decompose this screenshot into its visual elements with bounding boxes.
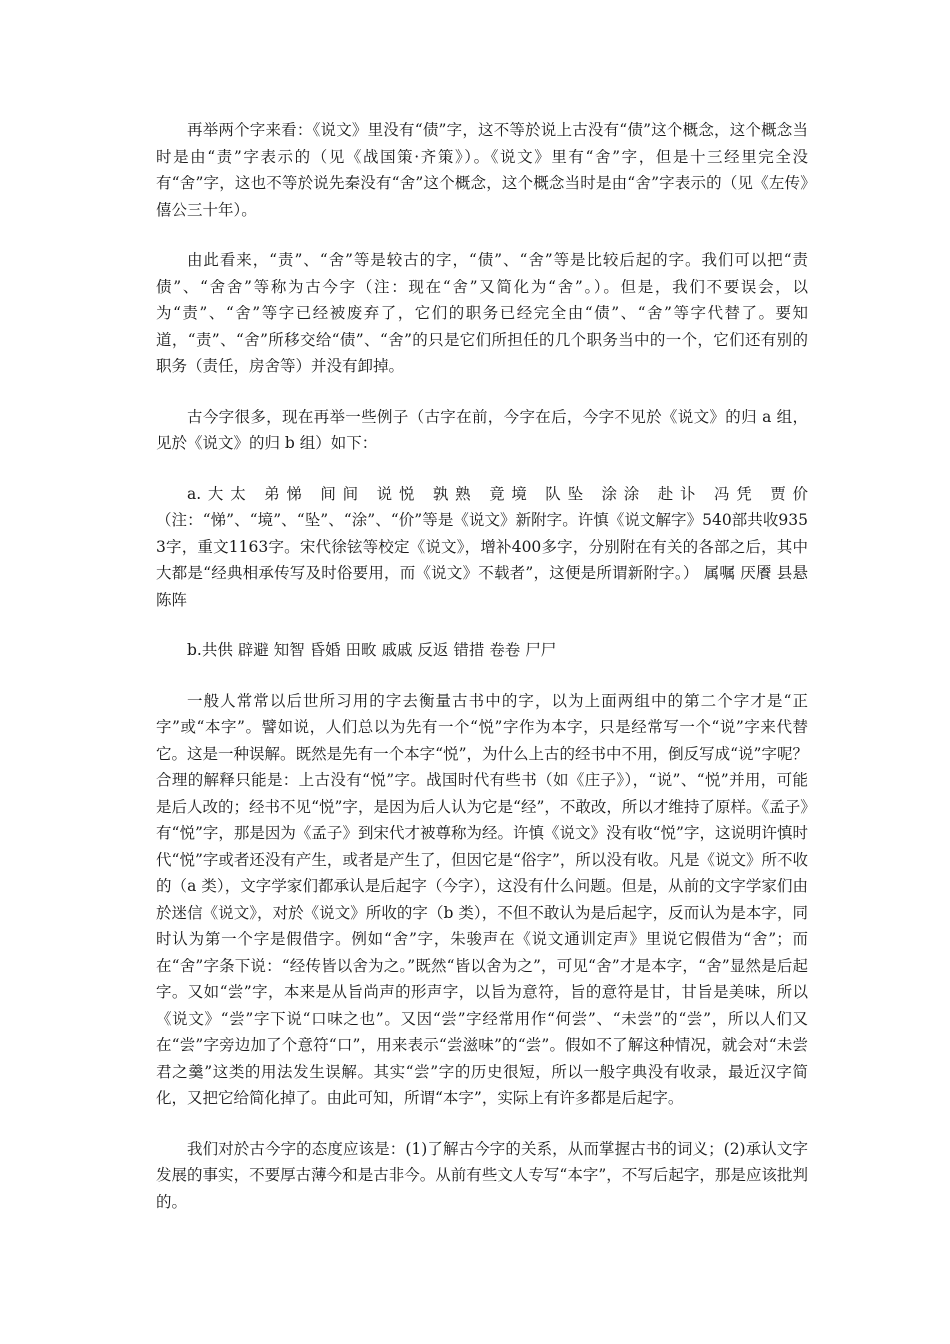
- paragraph-6: 一般人常常以后世所习用的字去衡量古书中的字，以为上面两组中的第二个字才是“正字”或“本字”。譬如说，人们总以为先有一个“悦”字作为本字，只是经常写一个“说”字来代替它。这是一种误解。既然是先有一个本字“悦”，为什么上古的经书中不用，倒反写成“说”字呢？合理的解释只能是：上古没有“悦”字。战国时代有些书（如《庄子》），“说”、“悦”并用，可能是后人改的；经书不见“悦”字，是因为后人认为它是“经”，不敢改，所以才维持了原样。《孟子》有“悦”字，那是因为《孟子》到宋代才被尊称为经。许慎《说文》没有收“悦”字，这说明许慎时代“悦”字或者还没有产生，或者是产生了，但因它是“俗字”，所以没有收。凡是《说文》所不收的（a 类），文字学家们都承认是后起字（今字），这没有什么问题。但是，从前的文字学家们由於迷信《说文》，对於《说文》所收的字（b 类），不但不敢认为是后起字，反而认为是本字，同时认为第一个字是假借字。例如“舍”字，朱骏声在《说文通训定声》里说它假借为“舍”；而在“舍”字条下说：“经传皆以舍为之。”既然“皆以舍为之”，可见“舍”才是本字，“舍”显然是后起字。又如“尝”字，本来是从旨尚声的形声字，以旨为意符，旨的意符是甘，甘旨是美味，所以《说文》“尝”字下说“口味之也”。又因“尝”字经常用作“何尝”、“未尝”的“尝”，所以人们又在“尝”字旁边加了个意符“口”，用来表示“尝滋味”的“尝”。假如不了解这种情况，就会对“未尝君之羹”这类的用法发生误解。其实“尝”字的历史很短，所以一般字典没有收录，最近汉字简化，又把它给简化掉了。由此可知，所谓“本字”，实际上有许多都是后起字。: [156, 691, 808, 1107]
- paragraph-5-group-b: b.共供 辟避 知智 昏婚 田畋 戚戚 反返 错措 卷卷 尸尸: [187, 641, 557, 659]
- paragraph-2: 由此看来，“责”、“舍”等是较古的字，“债”、“舍”等是比较后起的字。我们可以把“责债”、“舍舍”等称为古今字（注：现在“舍”又简化为“舍”。）。但是，我们不要误会，以为“责”、“舍”等字已经被废弃了，它们的职务已经完全由“债”、“舍”等字代替了。要知道，“责”、“舍”所移交给“债”、“舍”的只是它们所担任的几个职务当中的一个，它们还有别的职务（责任，房舍等）并没有卸掉。: [156, 251, 808, 375]
- paragraph-3: 古今字很多，现在再举一些例子（古字在前，今字在后，今字不见於《说文》的归 a 组，见於《说文》的归 b 组）如下：: [156, 407, 808, 452]
- paragraph-4-group-a: a.大太 弟悌 间间 说悦 孰熟 竟境 队坠 涂涂 赴讣 冯凭 贾价（注：“悌”、“境”、“坠”、“涂”、“价”等是《说文》新附字。许慎《说文解字》540部共收9353字，重文1163字。宋代徐铉等校定《说文》，增补400多字，分别附在有关的各部之后，其中大都是“经典相承传写及时俗要用，而《说文》不载者”，这便是所谓新附字。） 属嘱 厌餍 县悬 陈阵: [156, 484, 808, 609]
- paragraph-7: 我们对於古今字的态度应该是：(1)了解古今字的关系，从而掌握古书的词义；(2)承认文字发展的事实，不要厚古薄今和是古非今。从前有些文人专写“本字”，不写后起字，那是应该批判的。: [156, 1139, 808, 1211]
- document-body: [156, 117, 808, 1239]
- paragraph-1: 再举两个字来看：《说文》里没有“债”字，这不等於说上古没有“债”这个概念，这个概念当时是由“责”字表示的（见《战国策·齐策》）。《说文》里有“舍”字，但是十三经里完全没有“舍”字，这也不等於说先秦没有“舍”这个概念，这个概念当时是由“舍”字表示的（见《左传》僖公三十年）。: [156, 121, 808, 219]
